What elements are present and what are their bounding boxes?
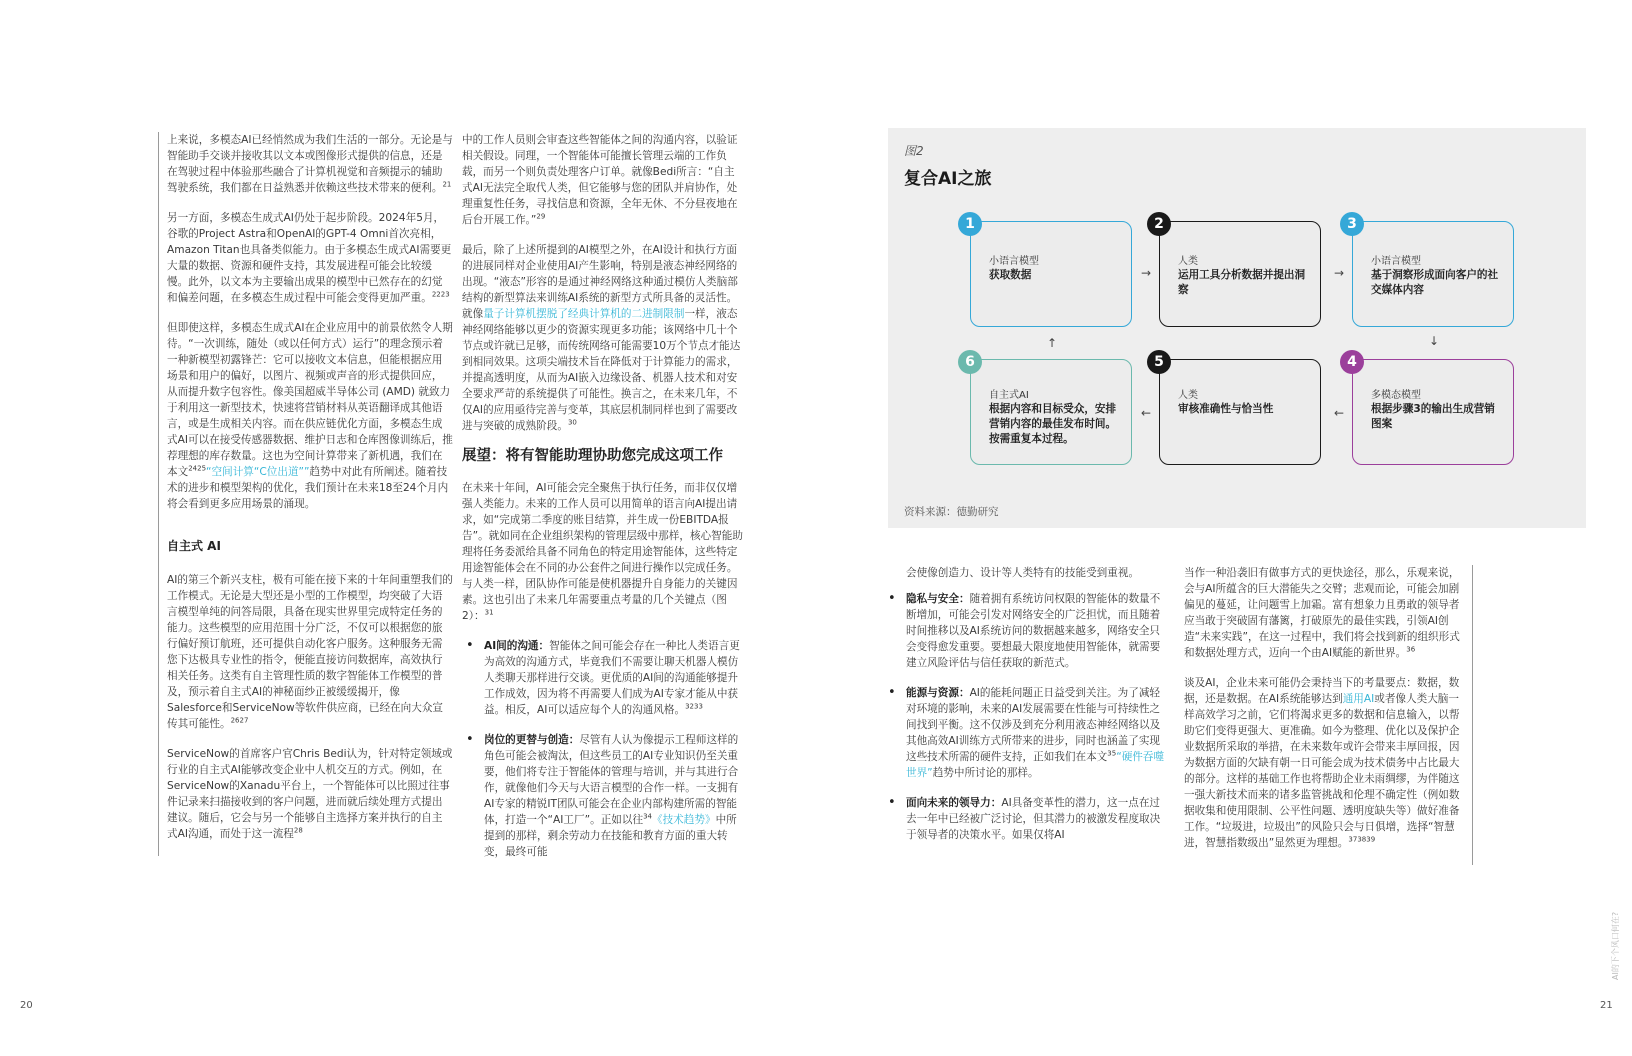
paragraph: 但即使这样，多模态生成式AI在企业应用中的前景依然令人期待。“一次训练，随处（或以任何方式）运行”的理念预示着一种新模型初露锋芒：它可以接收文本信息，但能根据应用场景和用户的偏好，以图片、视频或声音的形式提供回应，从而提升数字包容性。像美国超威半导体公司 (AMD) 就致力于利用这一新型技术，快速将营销材料从英语翻译成其他语言，或是生成相关内容。而在供应链优化方面，多模态生成式AI可以在接受传感器数据、维护日志和仓库图像训练后，推荐理想的库存数量。这也为空间计算带来了新机遇，我们在本文$^{2425}$“空间计算“C位出道””趋势中对此有所阐述。随着技术的进步和模型架构的优化，我们预计在未来18至24个月内将会看到更多应用场景的涌现。 <box>167 322 453 510</box>
list-item: • AI间的沟通：智能体之间可能会存在一种比人类语言更为高效的沟通方式，毕竟我们不需要让聊天机器人模仿人类聊天那样进行交谈。更优质的AI间的沟通能够提升工作成效，因为将不再需要人们成为AI专家才能从中获益。相反，AI可以适应每个人的沟通风格。$^{3233}$ <box>484 638 744 718</box>
step-role: 小语言模型 <box>1371 256 1421 267</box>
step-task: 根据步骤3的输出生成营销图案 <box>1371 403 1495 430</box>
running-header: AI的下个风口何在? <box>1611 911 1620 980</box>
paragraph: 谈及AI，企业未来可能仍会秉持当下的考量要点：数据，数据，还是数据。在AI系统能够达到通用AI或者像人类大脑一样高效学习之前，它们将渴求更多的数据和信息输入，以帮助它们变得更强大、更准确。如今为整理、优化以及保护企业数据所采取的举措，在未来数年或许会带来丰厚回报，因为数据方面的欠缺有朝一日可能会成为技术债务中占比最大的部分。这样的基础工作也将帮助企业未雨绸缪，为伴随这一强大新技术而来的诸多监管挑战和伦理不确定性（例如数据收集和使用限制、公平性问题、透明度缺失等）做好准备工作。“垃圾进，垃圾出”的风险只会与日俱增，选择“智慧进，智慧指数级出”显然更为理想。$^{373839}$ <box>1184 677 1460 849</box>
step-role: 自主式AI <box>989 390 1029 401</box>
paragraph: 中的工作人员则会审查这些智能体之间的沟通内容，以验证相关假设。同理，一个智能体可能擅长管理云端的工作负载，而另一个则负责处理客户订单。就像Bedi所言：“自主式AI无法完全取代人类，但它能够与您的团队并肩协作，处理重复性任务，寻找信息和资源，全年无休、不分昼夜地在后台开展工作。”$^{29}$ <box>462 134 738 226</box>
list-item: • 能源与资源：AI的能耗问题正日益受到关注。为了减轻对环境的影响，未来的AI发展需要在性能与可持续性之间找到平衡。这不仅涉及到充分利用液态神经网络以及其他高效AI训练方式所带来的进步，同时也涵盖了实现这些技术所需的硬件支持，正如我们在本文$^{35}$“硬件吞噬世界”趋势中所讨论的那样。 <box>906 685 1170 781</box>
step-task: 审核准确性与恰当性 <box>1178 403 1274 415</box>
step-card-4 <box>1352 359 1514 465</box>
step-badge-1: 1 <box>958 212 982 236</box>
quantum-computing-link[interactable]: 量子计算机摆脱了经典计算机的二进制限制 <box>483 308 685 320</box>
section-heading-autonomous-ai: 自主式 AI <box>167 539 221 553</box>
figure-compound-ai-journey <box>888 128 1586 528</box>
arrow-left-icon: ← <box>1334 406 1345 420</box>
page-number-left: 20 <box>20 1000 33 1011</box>
step-task: 获取数据 <box>989 269 1032 281</box>
tech-trends-link[interactable]: 《技术趋势》 <box>652 814 716 826</box>
step-badge-4: 4 <box>1340 350 1364 374</box>
step-role: 人类 <box>1178 390 1198 401</box>
paragraph: 最后，除了上述所提到的AI模型之外，在AI设计和执行方面的进展同样对企业使用AI产生影响，特别是液态神经网络的出现。“液态”形容的是通过神经网络这种通过模仿人类脑部结构的新型算法来训练AI系统的新型方式所具备的灵活性。就像量子计算机摆脱了经典计算机的二进制限制一样，液态神经网络能够以更少的资源实现更多功能；该网络中几十个节点或许就已足够，而传统网络可能需要10万个节点才能达到相同效果。这项尖端技术旨在降低对于计算能力的需求，并提高透明度，从而为AI嵌入边缘设备、机器人技术和对安全要求严苛的系统提供了可能性。换言之，在未来几年，不仅AI的应用亟待完善与变革，其底层机制同样也到了需要改进与突破的成熟阶段。$^{30}$ <box>462 244 741 432</box>
list-item: • 隐私与安全：随着拥有系统访问权限的智能体的数量不断增加，可能会引发对网络安全的广泛担忧，而且随着时间推移以及AI系统访问的数据越来越多，网络安全只会变得愈发重要。要想最大限度地使用智能体，就需要建立风险评估与信任获取的新范式。 <box>906 591 1170 671</box>
arrow-right-icon: → <box>1141 266 1152 280</box>
list-item: • 岗位的更替与创造：尽管有人认为像提示工程师这样的角色可能会被淘汰，但这些员工的AI专业知识仍至关重要，他们将专注于智能体的管理与培训，并与其进行合作，就像他们今天与大语言模型的合作一样。一支拥有AI专家的精锐IT团队可能会在企业内部构建所需的智能体，打造一个“AI工厂”。正如以往$^{34}$《技术趋势》中所提到的那样，剩余劳动力在技能和教育方面的重大转变，最终可能 <box>484 732 744 860</box>
hardware-eating-world-link[interactable]: “硬件吞噬世界” <box>906 751 1165 779</box>
step-task: 运用工具分析数据并提出洞察 <box>1178 269 1306 296</box>
paragraph: 上来说，多模态AI已经悄然成为我们生活的一部分。无论是与智能助手交谈并接收其以文本或图像形式提供的信息，还是在驾驶过程中体验那些融合了计算机视觉和音频提示的辅助驾驶系统，我们都在日益熟悉并依赖这些技术带来的便利。$^{21}$ <box>167 134 453 194</box>
arrow-down-icon: ↓ <box>1429 334 1440 348</box>
figure-label: 图2 <box>904 144 924 158</box>
paragraph: 另一方面，多模态生成式AI仍处于起步阶段。2024年5月，谷歌的Project Astra和OpenAI的GPT-4 Omni首次亮相，Amazon Titan也具备类似能力。由于多模态生成式AI需要更大量的数据、资源和硬件支持，其发展进程可能会比较缓慢。此外，以文本为主要输出成果的模型中已然存在的幻觉和偏差问题，在多模态生成过程中可能会变得更加严重。$^{2223}$ <box>167 212 452 304</box>
step-role: 人类 <box>1178 256 1198 267</box>
section-heading-outlook: 展望：将有智能助理协助您完成这项工作 <box>462 448 723 464</box>
step-badge-5: 5 <box>1147 350 1171 374</box>
step-card-1 <box>970 221 1132 327</box>
key-points-list <box>884 591 1170 843</box>
column-4 <box>1184 565 1473 865</box>
arrow-up-icon: ↑ <box>1047 336 1058 350</box>
arrow-left-icon: ← <box>1141 406 1152 420</box>
figure-source: 资料来源：德勤研究 <box>904 506 999 518</box>
figure-title: 复合AI之旅 <box>904 169 992 189</box>
step-task: 根据内容和目标受众，安排营销内容的最佳发布时间。按需重复本过程。 <box>989 403 1117 445</box>
step-card-6 <box>970 359 1132 465</box>
paragraph: ServiceNow的首席客户官Chris Bedi认为，针对特定领域或行业的自主式AI能够改变企业中人机交互的方式。例如，在ServiceNow的Xanadu平台上，一个智能体可以比照过往事件记录来扫描接收到的客户问题，进而就后续处理方式提出建议。随后，它会与另一个能够自主选择方案并执行的自主式AI沟通，而处于这一流程$^{28}$ <box>167 748 453 840</box>
column-3 <box>884 565 1170 857</box>
key-points-list <box>462 638 744 860</box>
paragraph: 当作一种沿袭旧有做事方式的更快途径，那么，乐观来说，会与AI所蕴含的巨大潜能失之交臂；悲观而论，可能会加剧偏见的蔓延，让问题雪上加霜。富有想象力且勇敢的领导者应当敢于突破固有藩篱，打破原先的最佳实践，引领AI创造“未来实践”，在这一过程中，我们将会找到新的组织形式和数据处理方式，迈向一个由AI赋能的新世界。$^{36}$ <box>1184 567 1460 659</box>
paragraph: 在未来十年间，AI可能会完全聚焦于执行任务，而非仅仅增强人类能力。未来的工作人员可以用简单的语言向AI提出请求，如“完成第二季度的账目结算，并生成一份EBITDA报告”。就如同在企业组织架构的管理层级中那样，核心智能助理将任务委派给具备不同角色的特定用途智能体，这些特定用途智能体会在不同的办公套件之间进行操作以完成任务。与人类一样，团队协作可能是使机器提升自身能力的关键因素。这也引出了未来几年需要重点考量的几个关键点（图2）：$^{31}$ <box>462 482 743 622</box>
spatial-computing-link[interactable]: “空间计算“C位出道”” <box>206 466 310 478</box>
step-task: 基于洞察形成面向客户的社交媒体内容 <box>1371 269 1499 296</box>
step-badge-3: 3 <box>1340 212 1364 236</box>
arrow-right-icon: → <box>1334 266 1345 280</box>
general-ai-link[interactable]: 通用AI <box>1342 693 1375 705</box>
paragraph: AI的第三个新兴支柱，极有可能在接下来的十年间重塑我们的工作模式。无论是大型还是小型的工作模型，均突破了大语言模型单纯的问答局限，具备在现实世界里完成特定任务的能力。这些模型的应用范围十分广泛，不仅可以根据您的旅行偏好预订航班，还可提供自动化客户服务。这种服务无需您下达极具专业性的指令，便能直接访问数据库，高效执行相关任务。这类有自主管理性质的数字智能体工作模型的普及，预示着自主式AI的神秘面纱正被缓缓揭开，像Salesforce和ServiceNow等软件供应商，已经在向大众宣传其可能性。$^{2627}$ <box>167 574 453 730</box>
step-role: 小语言模型 <box>989 256 1039 267</box>
step-card-5 <box>1159 359 1321 465</box>
step-card-2 <box>1159 221 1321 327</box>
column-1 <box>158 132 453 856</box>
step-card-3 <box>1352 221 1514 327</box>
page-number-right: 21 <box>1600 1000 1613 1011</box>
step-badge-6: 6 <box>958 350 982 374</box>
column-2 <box>462 132 744 874</box>
step-badge-2: 2 <box>1147 212 1171 236</box>
paragraph: 会使像创造力、设计等人类特有的技能受到重视。 <box>906 567 1140 579</box>
step-role: 多模态模型 <box>1371 390 1421 401</box>
list-item: • 面向未来的领导力：AI具备变革性的潜力，这一点在过去一年中已经被广泛讨论，但其潜力的被激发程度取决于领导者的决策水平。如果仅将AI <box>906 795 1170 843</box>
